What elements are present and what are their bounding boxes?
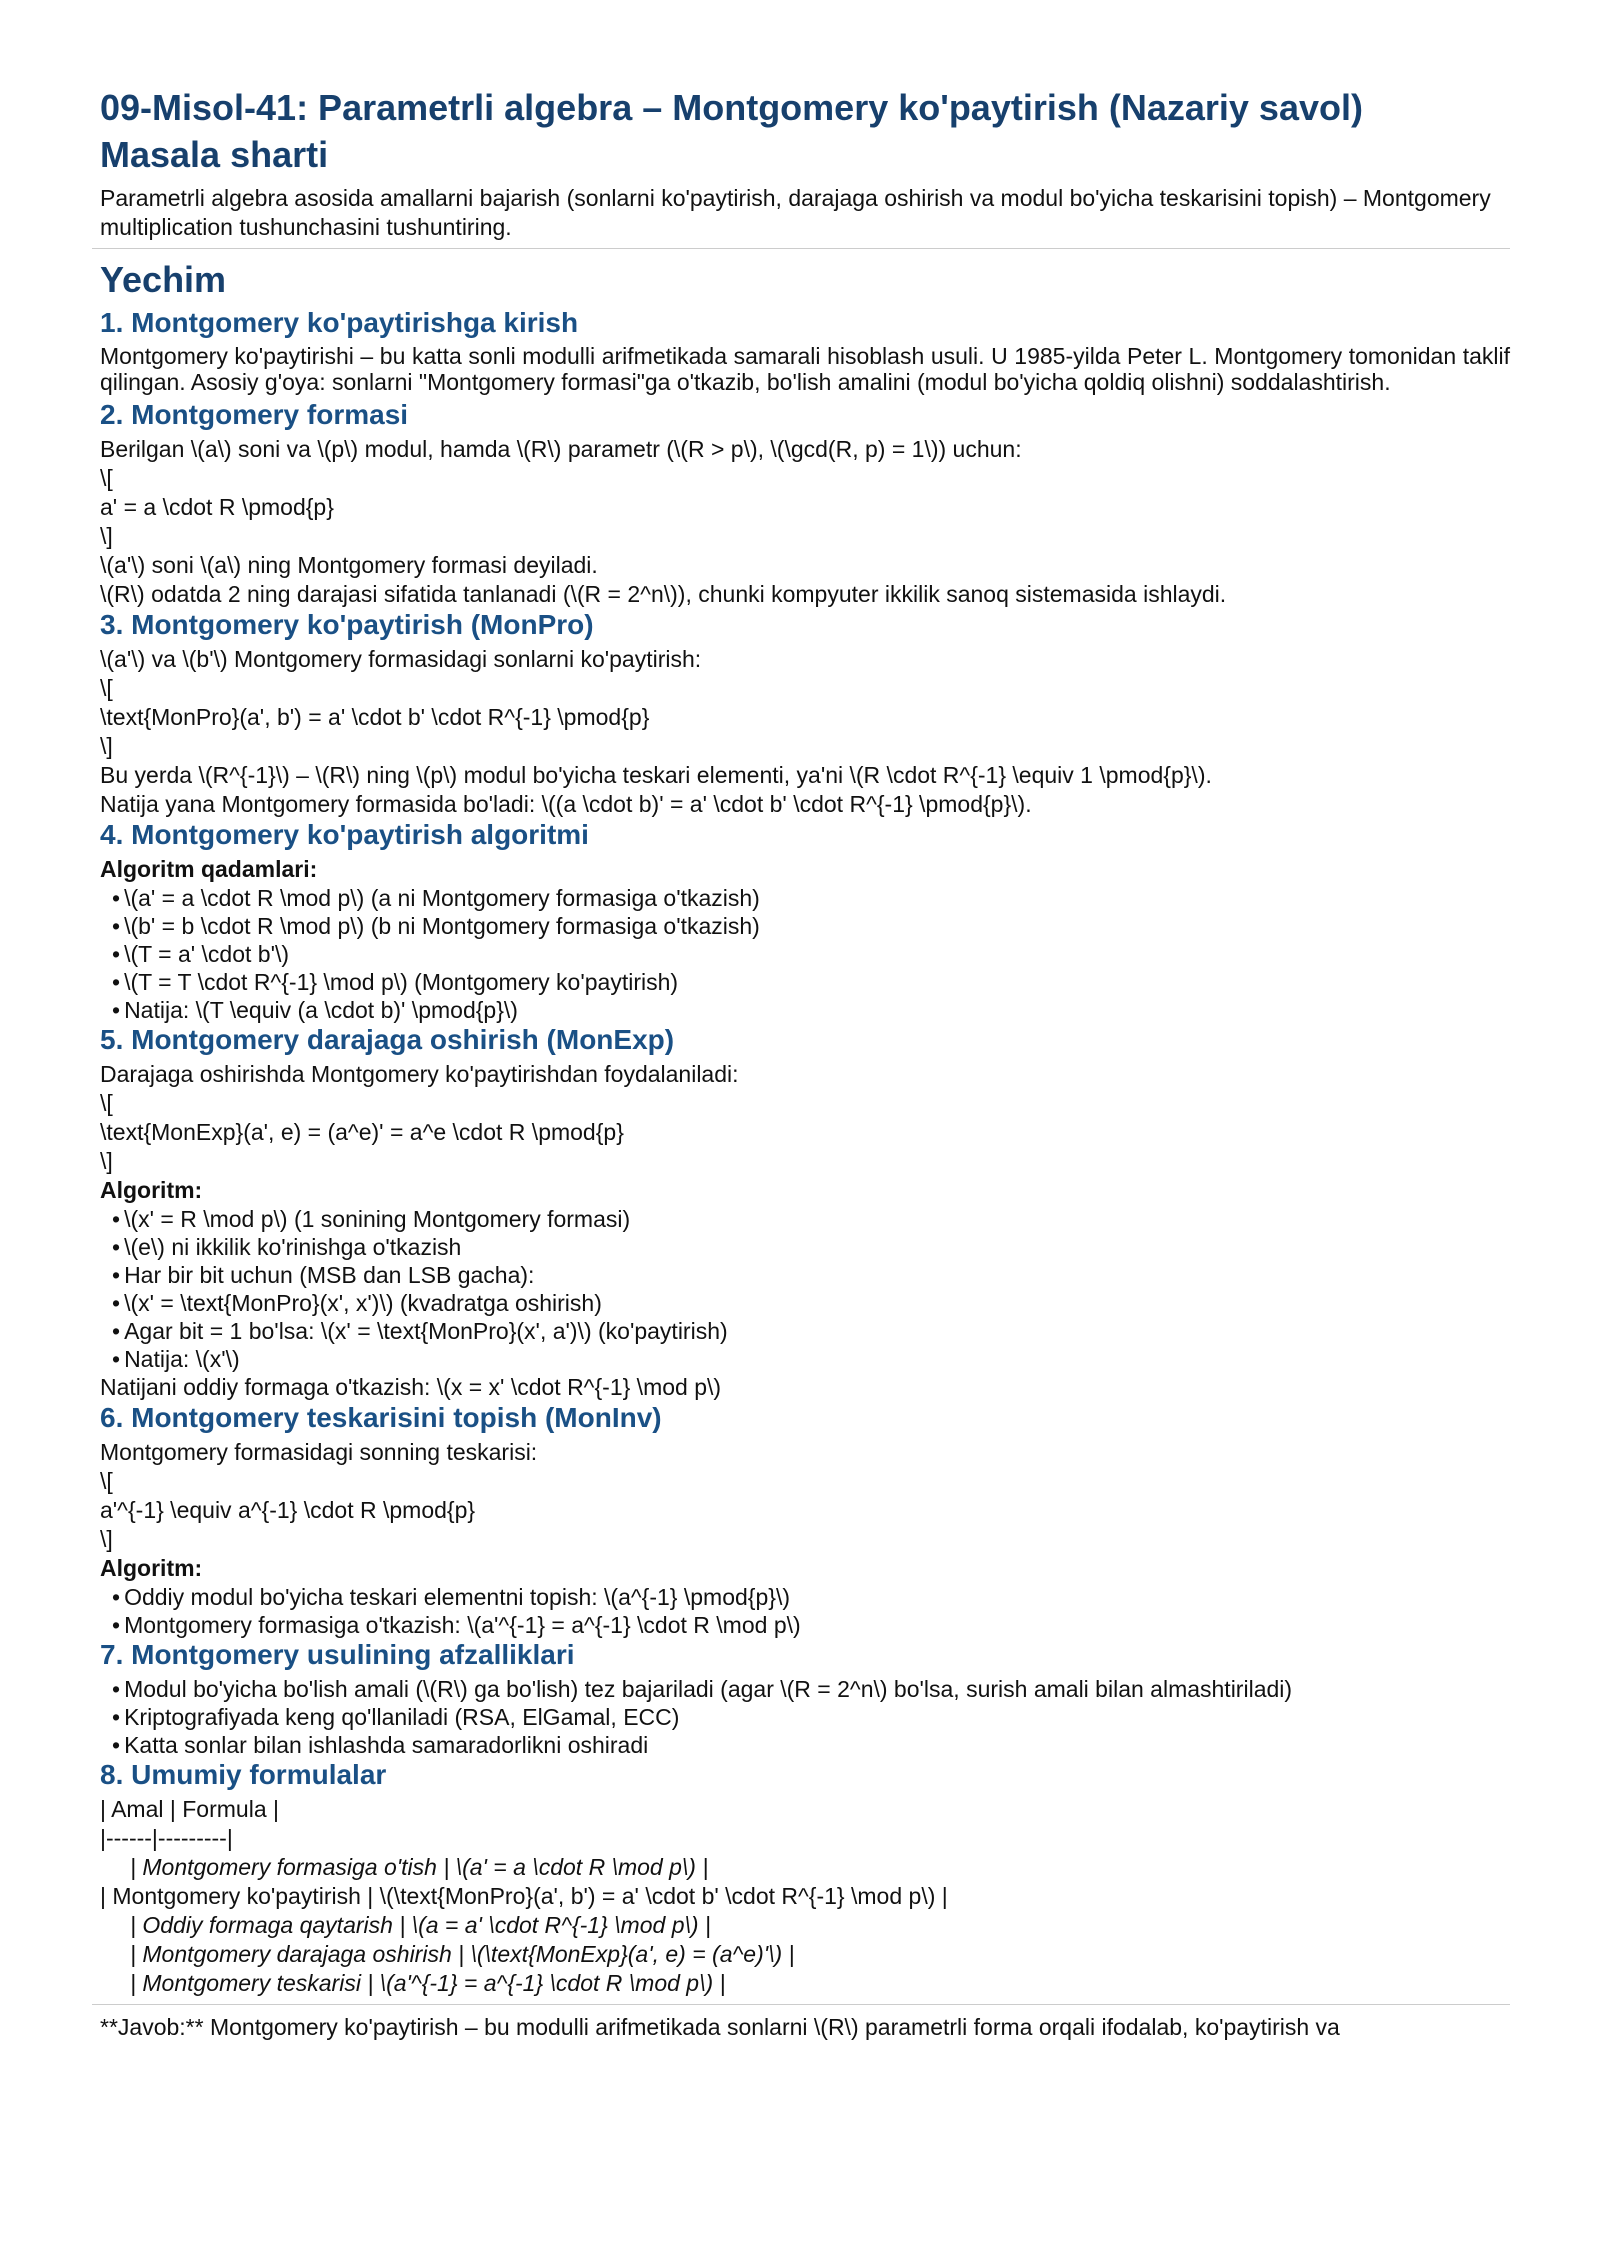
section-3-heading: 3. Montgomery ko'paytirish (MonPro) [100,609,594,640]
section-5-list [100,1205,1510,1373]
section-6-line: Montgomery formasidagi sonning teskarisi: [100,1439,538,1465]
section-7-list [100,1675,1510,1759]
section-6-line: \] [100,1526,113,1552]
section-4-label: Algoritm qadamlari: [100,856,318,882]
section-2-heading: 2. Montgomery formasi [100,399,409,430]
section-6-list [100,1583,1510,1639]
section-3-line: \] [100,733,113,759]
list-item: • \(T = a' \cdot b'\) [100,940,1510,968]
divider [92,2004,1510,2005]
section-3-line: Natija yana Montgomery formasida bo'ladi: \((a \cdot b)' = a' \cdot b' \cdot R^{-1} \pmod{p}\). [100,791,1032,817]
divider [92,248,1510,249]
list-item: • Natija: \(x'\) [100,1345,1510,1373]
table-row: | Montgomery formasiga o'tish | \(a' = a \cdot R \mod p\) | [130,1854,709,1880]
list-item: • Kriptografiyada keng qo'llaniladi (RSA, ElGamal, ECC) [100,1703,1510,1731]
list-item: • Agar bit = 1 bo'lsa: \(x' = \text{MonPro}(x', a')\) (ko'paytirish) [100,1317,1510,1345]
section-6-line: \[ [100,1468,113,1494]
section-6-formula: a'^{-1} \equiv a^{-1} \cdot R \pmod{p} [100,1497,476,1523]
section-7-heading: 7. Montgomery usulining afzalliklari [100,1639,575,1670]
section-2-line: \(a'\) soni \(a\) ning Montgomery formasi deyiladi. [100,552,598,578]
section-5-heading: 5. Montgomery darajaga oshirish (MonExp) [100,1024,675,1055]
list-item: • \(x' = R \mod p\) (1 sonining Montgomery formasi) [100,1205,1510,1233]
section-5-line: \[ [100,1090,113,1116]
section-6-heading: 6. Montgomery teskarisini topish (MonInv) [100,1402,662,1433]
section-5-label: Algoritm: [100,1177,203,1203]
section-1-heading: 1. Montgomery ko'paytirishga kirish [100,307,579,338]
table-row: | Oddiy formaga qaytarish | \(a = a' \cdot R^{-1} \mod p\) | [130,1912,711,1938]
page-title: 09-Misol-41: Parametrli algebra – Montgomery ko'paytirish (Nazariy savol) [100,87,1363,128]
problem-text: Parametrli algebra asosida amallarni bajarish (sonlarni ko'paytirish, darajaga oshirish va modul bo'yicha teskarisini topish) – Montgomery multiplication tushunchasini tushuntiring. [100,185,1498,240]
section-4-list [100,884,1510,1024]
section-6-label: Algoritm: [100,1555,203,1581]
table-row: | Montgomery darajaga oshirish | \(\text{MonExp}(a', e) = (a^e)'\) | [130,1941,795,1967]
section-5-line: Darajaga oshirishda Montgomery ko'paytirishdan foydalaniladi: [100,1061,739,1087]
section-4-heading: 4. Montgomery ko'paytirish algoritmi [100,819,589,850]
list-item: • \(x' = \text{MonPro}(x', x')\) (kvadratga oshirish) [100,1289,1510,1317]
section-2-line: \[ [100,465,113,491]
list-item: • \(T = T \cdot R^{-1} \mod p\) (Montgomery ko'paytirish) [100,968,1510,996]
list-item: • Natija: \(T \equiv (a \cdot b)' \pmod{p}\) [100,996,1510,1024]
list-item: • \(a' = a \cdot R \mod p\) (a ni Montgomery formasiga o'tkazish) [100,884,1510,912]
section-5-formula: \text{MonExp}(a', e) = (a^e)' = a^e \cdot R \pmod{p} [100,1119,624,1145]
section-2-line: Berilgan \(a\) soni va \(p\) modul, hamda \(R\) parametr (\(R > p\), \(\gcd(R, p) = 1\)) uchun: [100,436,1022,462]
list-item: • \(e\) ni ikkilik ko'rinishga o'tkazish [100,1233,1510,1261]
list-item: • Oddiy modul bo'yicha teskari elementni topish: \(a^{-1} \pmod{p}\) [100,1583,1510,1611]
section-3-line: Bu yerda \(R^{-1}\) – \(R\) ning \(p\) modul bo'yicha teskari elementi, ya'ni \(R \cdot R^{-1} \equiv 1 \pmod{p}\). [100,762,1212,788]
solution-heading: Yechim [100,259,227,300]
section-8-heading: 8. Umumiy formulalar [100,1759,387,1790]
section-2-line: \(R\) odatda 2 ning darajasi sifatida tanlanadi (\(R = 2^n\)), chunki kompyuter ikkilik sanoq sistemasida ishlaydi. [100,581,1227,607]
section-1-text: Montgomery ko'paytirishi – bu katta sonli modulli arifmetikada samarali hisoblash usuli. U 1985-yilda Peter L. Montgomery tomonidan taklif qilingan. Asosiy g'oya: sonlarni "Montgomery formasi"ga o'tkazib, bo'lish amalini (modul bo'yicha qoldiq olishni) soddalashtirish. [100,343,1517,395]
table-row: | Montgomery teskarisi | \(a'^{-1} = a^{-1} \cdot R \mod p\) | [130,1970,726,1996]
answer-text: **Javob:** Montgomery ko'paytirish – bu modulli arifmetikada sonlarni \(R\) parametrli forma orqali ifodalab, ko'paytirish va [100,2014,1340,2040]
section-3-line: \(a'\) va \(b'\) Montgomery formasidagi sonlarni ko'paytirish: [100,646,702,672]
section-3-formula: \text{MonPro}(a', b') = a' \cdot b' \cdot R^{-1} \pmod{p} [100,704,650,730]
table-row: | Montgomery ko'paytirish | \(\text{MonPro}(a', b') = a' \cdot b' \cdot R^{-1} \mod p\) | [100,1883,948,1909]
section-5-after: Natijani oddiy formaga o'tkazish: \(x = x' \cdot R^{-1} \mod p\) [100,1374,722,1400]
list-item: • Montgomery formasiga o'tkazish: \(a'^{-1} = a^{-1} \cdot R \mod p\) [100,1611,1510,1639]
table-row: | Amal | Formula | [100,1796,279,1822]
list-item: • Har bir bit uchun (MSB dan LSB gacha): [100,1261,1510,1289]
list-item: • \(b' = b \cdot R \mod p\) (b ni Montgomery formasiga o'tkazish) [100,912,1510,940]
section-5-line: \] [100,1148,113,1174]
list-item: • Katta sonlar bilan ishlashda samaradorlikni oshiradi [100,1731,1510,1759]
section-2-formula: a' = a \cdot R \pmod{p} [100,494,334,520]
section-2-line: \] [100,523,113,549]
list-item: • Modul bo'yicha bo'lish amali (\(R\) ga bo'lish) tez bajariladi (agar \(R = 2^n\) bo'lsa, surish amali bilan almashtiriladi) [100,1675,1510,1703]
section-3-line: \[ [100,675,113,701]
table-row: |------|---------| [100,1825,233,1851]
problem-heading: Masala sharti [100,134,329,175]
